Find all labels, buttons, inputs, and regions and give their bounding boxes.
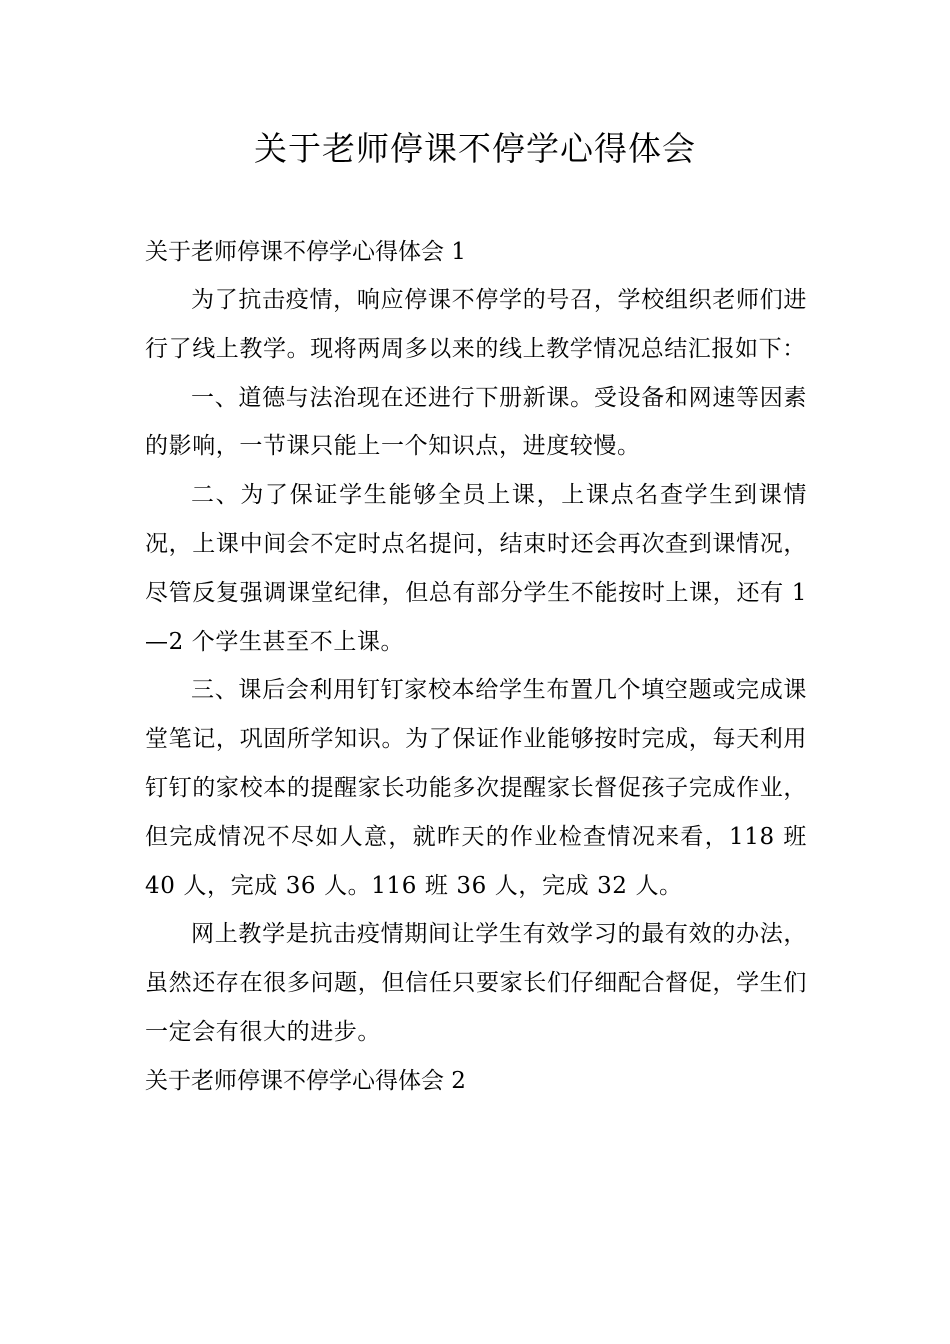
paragraph-point-2: 二、为了保证学生能够全员上课，上课点名查学生到课情况，上课中间会不定时点名提问，结束时还会再次查到课情况，尽管反复强调课堂纪律，但总有部分学生不能按时上课，还有 1—2 个学生甚至不上课。 bbox=[145, 482, 807, 655]
paragraph-point-1: 一、道德与法治现在还进行下册新课。受设备和网速等因素的影响，一节课只能上一个知识点，进度较慢。 bbox=[145, 384, 807, 460]
paragraph-conclusion: 网上教学是抗击疫情期间让学生有效学习的最有效的办法， 虽然还存在很多问题，但信任只要家长们仔细配合督促，学生们一定会有很大的进步。 bbox=[145, 921, 807, 1045]
document-body bbox=[145, 228, 807, 1105]
section-heading-2: 关于老师停课不停学心得体会 2 bbox=[145, 1067, 466, 1094]
paragraph-point-3: 三、课后会利用钉钉家校本给学生布置几个填空题或完成课堂笔记，巩固所学知识。为了保证作业能够按时完成，每天利用钉钉的家校本的提醒家长功能多次提醒家长督促孩子完成作业，但完成情况不尽如人意，就昨天的作业检查情况来看，118 班 40 人，完成 36 人。116 班 36 人，完成 32 人。 bbox=[145, 677, 807, 899]
paragraph-intro: 为了抗击疫情，响应停课不停学的号召，学校组织老师们进行了线上教学。现将两周多以来的线上教学情况总结汇报如下： bbox=[145, 287, 807, 362]
section-heading-1: 关于老师停课不停学心得体会 1 bbox=[145, 239, 466, 265]
document-title: 关于老师停课不停学心得体会 bbox=[254, 129, 696, 168]
